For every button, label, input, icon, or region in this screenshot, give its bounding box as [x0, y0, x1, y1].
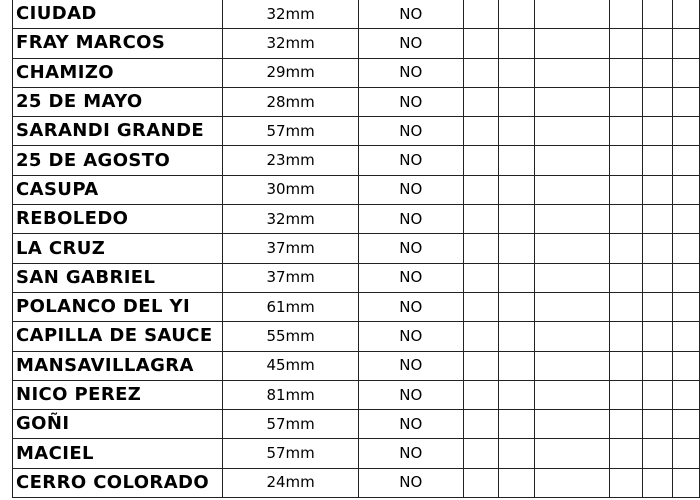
status-cell[interactable]: NO [358, 87, 463, 116]
empty-cell[interactable] [498, 234, 535, 263]
empty-cell[interactable] [609, 0, 643, 29]
empty-cell[interactable] [643, 351, 672, 380]
empty-cell[interactable] [672, 439, 699, 468]
status-cell[interactable]: NO [358, 263, 463, 292]
rainfall-cell[interactable]: 30mm [223, 175, 358, 204]
table-row [13, 410, 700, 439]
empty-cell[interactable] [463, 322, 498, 351]
table-row [13, 146, 700, 175]
rainfall-cell[interactable]: 45mm [223, 351, 358, 380]
empty-cell[interactable] [498, 292, 535, 321]
empty-cell[interactable] [672, 175, 699, 204]
empty-cell[interactable] [463, 29, 498, 58]
empty-cell[interactable] [498, 351, 535, 380]
table-row [13, 87, 700, 116]
table-row [13, 263, 700, 292]
status-cell[interactable]: NO [358, 146, 463, 175]
empty-cell[interactable] [463, 292, 498, 321]
empty-cell[interactable] [463, 146, 498, 175]
locality-cell[interactable]: CAPILLA DE SAUCE [13, 322, 223, 351]
empty-cell[interactable] [672, 117, 699, 146]
table-row [13, 351, 700, 380]
empty-cell[interactable] [535, 468, 609, 497]
status-cell[interactable]: NO [358, 58, 463, 87]
empty-cell[interactable] [535, 234, 609, 263]
empty-cell[interactable] [535, 117, 609, 146]
locality-cell[interactable]: 25 DE AGOSTO [13, 146, 223, 175]
locality-cell[interactable]: GOÑI [13, 410, 223, 439]
locality-cell[interactable]: REBOLEDO [13, 205, 223, 234]
empty-cell[interactable] [535, 351, 609, 380]
empty-cell[interactable] [609, 29, 643, 58]
table-row [13, 439, 700, 468]
empty-cell[interactable] [609, 410, 643, 439]
empty-cell[interactable] [498, 58, 535, 87]
status-cell[interactable]: NO [358, 351, 463, 380]
empty-cell[interactable] [643, 58, 672, 87]
empty-cell[interactable] [498, 439, 535, 468]
status-cell[interactable]: NO [358, 234, 463, 263]
empty-cell[interactable] [643, 234, 672, 263]
empty-cell[interactable] [535, 146, 609, 175]
rainfall-cell[interactable]: 23mm [223, 146, 358, 175]
empty-cell[interactable] [672, 58, 699, 87]
empty-cell[interactable] [535, 322, 609, 351]
empty-cell[interactable] [463, 380, 498, 409]
status-cell[interactable]: NO [358, 175, 463, 204]
empty-cell[interactable] [498, 146, 535, 175]
empty-cell[interactable] [672, 234, 699, 263]
empty-cell[interactable] [672, 29, 699, 58]
table-row [13, 468, 700, 497]
empty-cell[interactable] [535, 410, 609, 439]
rainfall-table [12, 0, 700, 498]
rainfall-cell[interactable]: 32mm [223, 205, 358, 234]
empty-cell[interactable] [498, 468, 535, 497]
empty-cell[interactable] [535, 87, 609, 116]
empty-cell[interactable] [672, 0, 699, 29]
empty-cell[interactable] [672, 410, 699, 439]
empty-cell[interactable] [643, 263, 672, 292]
locality-cell[interactable]: CHAMIZO [13, 58, 223, 87]
empty-cell[interactable] [463, 175, 498, 204]
rainfall-cell[interactable]: 61mm [223, 292, 358, 321]
status-cell[interactable]: NO [358, 29, 463, 58]
empty-cell[interactable] [463, 234, 498, 263]
rainfall-cell[interactable]: 55mm [223, 322, 358, 351]
table-row [13, 380, 700, 409]
empty-cell[interactable] [498, 117, 535, 146]
table-row [13, 58, 700, 87]
locality-cell[interactable]: NICO PEREZ [13, 380, 223, 409]
empty-cell[interactable] [535, 380, 609, 409]
table-row [13, 292, 700, 321]
empty-cell[interactable] [672, 146, 699, 175]
rainfall-cell[interactable]: 57mm [223, 439, 358, 468]
empty-cell[interactable] [609, 146, 643, 175]
table-row [13, 0, 700, 29]
rainfall-cell[interactable]: 24mm [223, 468, 358, 497]
status-cell[interactable]: NO [358, 439, 463, 468]
empty-cell[interactable] [535, 292, 609, 321]
empty-cell[interactable] [463, 468, 498, 497]
locality-cell[interactable]: MACIEL [13, 439, 223, 468]
empty-cell[interactable] [498, 263, 535, 292]
empty-cell[interactable] [643, 29, 672, 58]
status-cell[interactable]: NO [358, 468, 463, 497]
empty-cell[interactable] [643, 0, 672, 29]
status-cell[interactable]: NO [358, 0, 463, 29]
empty-cell[interactable] [498, 0, 535, 29]
empty-cell[interactable] [535, 205, 609, 234]
empty-cell[interactable] [643, 117, 672, 146]
empty-cell[interactable] [643, 322, 672, 351]
locality-cell[interactable]: FRAY MARCOS [13, 29, 223, 58]
empty-cell[interactable] [643, 146, 672, 175]
empty-cell[interactable] [609, 380, 643, 409]
empty-cell[interactable] [643, 380, 672, 409]
empty-cell[interactable] [535, 58, 609, 87]
rainfall-cell[interactable]: 57mm [223, 117, 358, 146]
empty-cell[interactable] [609, 117, 643, 146]
rainfall-cell[interactable]: 32mm [223, 29, 358, 58]
rainfall-cell[interactable]: 37mm [223, 263, 358, 292]
status-cell[interactable]: NO [358, 292, 463, 321]
empty-cell[interactable] [535, 175, 609, 204]
empty-cell[interactable] [609, 468, 643, 497]
empty-cell[interactable] [498, 87, 535, 116]
rainfall-table-body [13, 0, 700, 498]
empty-cell[interactable] [643, 410, 672, 439]
status-cell[interactable]: NO [358, 410, 463, 439]
empty-cell[interactable] [498, 205, 535, 234]
empty-cell[interactable] [672, 263, 699, 292]
empty-cell[interactable] [609, 322, 643, 351]
status-cell[interactable]: NO [358, 322, 463, 351]
empty-cell[interactable] [609, 87, 643, 116]
empty-cell[interactable] [498, 175, 535, 204]
locality-cell[interactable]: 25 DE MAYO [13, 87, 223, 116]
empty-cell[interactable] [672, 380, 699, 409]
empty-cell[interactable] [609, 58, 643, 87]
table-row [13, 175, 700, 204]
empty-cell[interactable] [463, 58, 498, 87]
empty-cell[interactable] [643, 87, 672, 116]
rainfall-cell[interactable]: 29mm [223, 58, 358, 87]
empty-cell[interactable] [535, 263, 609, 292]
empty-cell[interactable] [672, 87, 699, 116]
empty-cell[interactable] [609, 263, 643, 292]
empty-cell[interactable] [463, 410, 498, 439]
status-cell[interactable]: NO [358, 205, 463, 234]
empty-cell[interactable] [672, 322, 699, 351]
empty-cell[interactable] [463, 117, 498, 146]
empty-cell[interactable] [643, 175, 672, 204]
locality-cell[interactable]: LA CRUZ [13, 234, 223, 263]
empty-cell[interactable] [672, 205, 699, 234]
locality-cell[interactable]: CERRO COLORADO [13, 468, 223, 497]
rainfall-cell[interactable]: 37mm [223, 234, 358, 263]
empty-cell[interactable] [535, 29, 609, 58]
empty-cell[interactable] [535, 0, 609, 29]
empty-cell[interactable] [463, 439, 498, 468]
locality-cell[interactable]: SARANDI GRANDE [13, 117, 223, 146]
empty-cell[interactable] [498, 322, 535, 351]
table-row [13, 234, 700, 263]
table-row [13, 205, 700, 234]
empty-cell[interactable] [609, 175, 643, 204]
empty-cell[interactable] [498, 380, 535, 409]
empty-cell[interactable] [609, 292, 643, 321]
locality-cell[interactable]: POLANCO DEL YI [13, 292, 223, 321]
table-row [13, 29, 700, 58]
empty-cell[interactable] [672, 351, 699, 380]
table-row [13, 322, 700, 351]
status-cell[interactable]: NO [358, 117, 463, 146]
empty-cell[interactable] [498, 410, 535, 439]
empty-cell[interactable] [643, 439, 672, 468]
rainfall-cell[interactable]: 32mm [223, 0, 358, 29]
locality-cell[interactable]: CIUDAD [13, 0, 223, 29]
empty-cell[interactable] [643, 292, 672, 321]
table-row [13, 117, 700, 146]
locality-cell[interactable]: CASUPA [13, 175, 223, 204]
empty-cell[interactable] [609, 205, 643, 234]
empty-cell[interactable] [672, 292, 699, 321]
empty-cell[interactable] [672, 468, 699, 497]
locality-cell[interactable]: SAN GABRIEL [13, 263, 223, 292]
empty-cell[interactable] [609, 234, 643, 263]
empty-cell[interactable] [609, 439, 643, 468]
empty-cell[interactable] [463, 0, 498, 29]
empty-cell[interactable] [463, 87, 498, 116]
rainfall-cell[interactable]: 57mm [223, 410, 358, 439]
empty-cell[interactable] [535, 439, 609, 468]
empty-cell[interactable] [643, 205, 672, 234]
empty-cell[interactable] [463, 263, 498, 292]
empty-cell[interactable] [463, 351, 498, 380]
rainfall-cell[interactable]: 81mm [223, 380, 358, 409]
status-cell[interactable]: NO [358, 380, 463, 409]
rainfall-cell[interactable]: 28mm [223, 87, 358, 116]
empty-cell[interactable] [643, 468, 672, 497]
empty-cell[interactable] [609, 351, 643, 380]
empty-cell[interactable] [498, 29, 535, 58]
empty-cell[interactable] [463, 205, 498, 234]
locality-cell[interactable]: MANSAVILLAGRA [13, 351, 223, 380]
